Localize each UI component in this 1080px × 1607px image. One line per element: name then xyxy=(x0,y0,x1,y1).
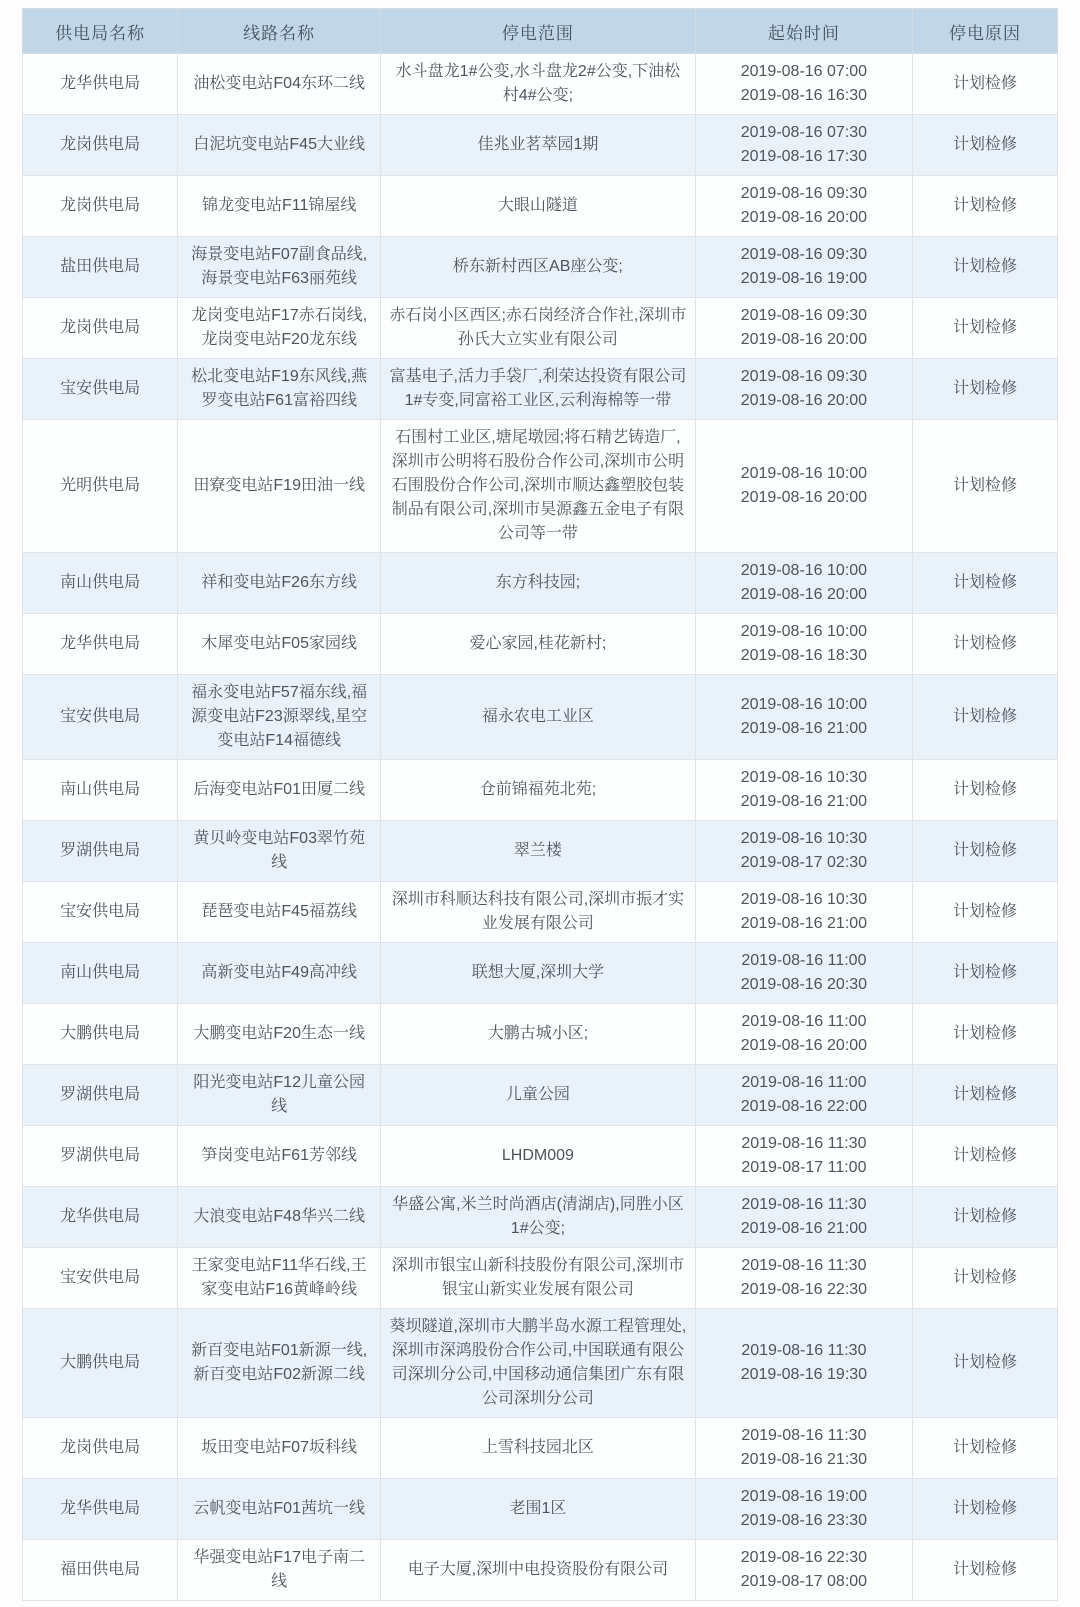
line-cell: 白泥坑变电站F45大业线 xyxy=(178,115,381,176)
start-time: 2019-08-16 11:30 xyxy=(741,1135,867,1152)
start-time: 2019-08-16 10:00 xyxy=(740,623,868,640)
header-start-time: 起始时间 xyxy=(695,9,912,54)
start-time: 2019-08-16 10:30 xyxy=(740,769,868,786)
scope-cell: 桥东新村西区AB座公变; xyxy=(381,237,696,298)
start-time: 2019-08-16 19:00 xyxy=(740,1488,868,1505)
end-time: 2019-08-16 16:30 xyxy=(740,87,868,104)
reason-cell: 计划检修 xyxy=(913,1479,1058,1540)
reason-cell: 计划检修 xyxy=(913,298,1058,359)
end-time: 2019-08-16 17:30 xyxy=(740,148,868,165)
scope-cell: 深圳市科顺达科技有限公司,深圳市振才实业发展有限公司 xyxy=(381,882,696,943)
scope-cell: 仓前锦福苑北苑; xyxy=(381,760,696,821)
time-cell xyxy=(695,1479,912,1540)
outage-table-body xyxy=(23,54,1058,1601)
header-scope: 停电范围 xyxy=(381,9,696,54)
bureau-cell: 罗湖供电局 xyxy=(23,821,178,882)
line-cell: 黄贝岭变电站F03翠竹苑线 xyxy=(178,821,381,882)
line-cell: 油松变电站F04东环二线 xyxy=(178,54,381,115)
time-cell xyxy=(695,115,912,176)
bureau-cell: 南山供电局 xyxy=(23,553,178,614)
time-cell xyxy=(695,760,912,821)
bureau-cell: 南山供电局 xyxy=(23,943,178,1004)
table-row xyxy=(23,420,1058,553)
end-time: 2019-08-16 21:00 xyxy=(740,1220,868,1237)
scope-cell: 赤石岗小区西区;赤石岗经济合作社,深圳市孙氏大立实业有限公司 xyxy=(381,298,696,359)
start-time: 2019-08-16 10:00 xyxy=(740,562,868,579)
time-cell xyxy=(695,553,912,614)
scope-cell: 东方科技园; xyxy=(381,553,696,614)
time-cell xyxy=(695,1418,912,1479)
start-time: 2019-08-16 10:30 xyxy=(740,891,868,908)
bureau-cell: 盐田供电局 xyxy=(23,237,178,298)
time-cell xyxy=(695,675,912,760)
scope-cell: 爱心家园,桂花新村; xyxy=(381,614,696,675)
table-row xyxy=(23,115,1058,176)
line-cell: 田寮变电站F19田油一线 xyxy=(178,420,381,553)
reason-cell: 计划检修 xyxy=(913,176,1058,237)
start-time: 2019-08-16 11:30 xyxy=(741,1427,867,1444)
time-cell xyxy=(695,614,912,675)
bureau-cell: 龙岗供电局 xyxy=(23,115,178,176)
time-cell xyxy=(695,1309,912,1418)
table-row xyxy=(23,298,1058,359)
scope-cell: 福永农电工业区 xyxy=(381,675,696,760)
line-cell: 王家变电站F11华石线,王家变电站F16黄峰岭线 xyxy=(178,1248,381,1309)
scope-cell: 佳兆业茗萃园1期 xyxy=(381,115,696,176)
table-row xyxy=(23,1540,1058,1601)
start-time: 2019-08-16 09:30 xyxy=(740,246,868,263)
scope-cell: 大鹏古城小区; xyxy=(381,1004,696,1065)
outage-table-header xyxy=(23,9,1058,54)
bureau-cell: 罗湖供电局 xyxy=(23,1065,178,1126)
table-row xyxy=(23,553,1058,614)
end-time: 2019-08-17 02:30 xyxy=(740,854,868,871)
time-cell xyxy=(695,176,912,237)
reason-cell: 计划检修 xyxy=(913,359,1058,420)
bureau-cell: 罗湖供电局 xyxy=(23,1126,178,1187)
reason-cell: 计划检修 xyxy=(913,1065,1058,1126)
start-time: 2019-08-16 10:00 xyxy=(740,696,868,713)
start-time: 2019-08-16 11:30 xyxy=(741,1257,867,1274)
line-cell: 坂田变电站F07坂科线 xyxy=(178,1418,381,1479)
scope-cell: 上雪科技园北区 xyxy=(381,1418,696,1479)
end-time: 2019-08-17 08:00 xyxy=(740,1573,868,1590)
end-time: 2019-08-16 20:00 xyxy=(740,209,868,226)
bureau-cell: 龙岗供电局 xyxy=(23,298,178,359)
time-cell xyxy=(695,237,912,298)
reason-cell: 计划检修 xyxy=(913,420,1058,553)
table-row xyxy=(23,1309,1058,1418)
line-cell: 松北变电站F19东风线,燕罗变电站F61富裕四线 xyxy=(178,359,381,420)
start-time: 2019-08-16 10:00 xyxy=(740,465,868,482)
reason-cell: 计划检修 xyxy=(913,1248,1058,1309)
header-reason: 停电原因 xyxy=(913,9,1058,54)
table-row xyxy=(23,943,1058,1004)
start-time: 2019-08-16 11:00 xyxy=(741,1013,867,1030)
scope-cell: 富基电子,活力手袋厂,利荣达投资有限公司1#专变,同富裕工业区,云利海棉等一带 xyxy=(381,359,696,420)
end-time: 2019-08-16 21:00 xyxy=(740,793,868,810)
line-cell: 大浪变电站F48华兴二线 xyxy=(178,1187,381,1248)
scope-cell: 深圳市银宝山新科技股份有限公司,深圳市银宝山新实业发展有限公司 xyxy=(381,1248,696,1309)
line-cell: 新百变电站F01新源一线,新百变电站F02新源二线 xyxy=(178,1309,381,1418)
start-time: 2019-08-16 09:30 xyxy=(740,368,868,385)
line-cell: 海景变电站F07副食品线,海景变电站F63丽苑线 xyxy=(178,237,381,298)
table-row xyxy=(23,359,1058,420)
end-time: 2019-08-16 21:00 xyxy=(740,915,868,932)
bureau-cell: 龙华供电局 xyxy=(23,1479,178,1540)
end-time: 2019-08-16 19:30 xyxy=(740,1366,868,1383)
reason-cell: 计划检修 xyxy=(913,54,1058,115)
reason-cell: 计划检修 xyxy=(913,1309,1058,1418)
bureau-cell: 宝安供电局 xyxy=(23,882,178,943)
time-cell xyxy=(695,1004,912,1065)
start-time: 2019-08-16 09:30 xyxy=(740,307,868,324)
start-time: 2019-08-16 11:00 xyxy=(741,1074,867,1091)
bureau-cell: 龙华供电局 xyxy=(23,54,178,115)
time-cell xyxy=(695,298,912,359)
start-time: 2019-08-16 11:30 xyxy=(741,1196,867,1213)
reason-cell: 计划检修 xyxy=(913,675,1058,760)
line-cell: 阳光变电站F12儿童公园线 xyxy=(178,1065,381,1126)
table-row xyxy=(23,882,1058,943)
reason-cell: 计划检修 xyxy=(913,1004,1058,1065)
start-time: 2019-08-16 07:30 xyxy=(740,124,868,141)
bureau-cell: 宝安供电局 xyxy=(23,1248,178,1309)
end-time: 2019-08-16 22:00 xyxy=(740,1098,868,1115)
bureau-cell: 大鹏供电局 xyxy=(23,1309,178,1418)
end-time: 2019-08-16 20:00 xyxy=(740,586,868,603)
bureau-cell: 光明供电局 xyxy=(23,420,178,553)
table-row xyxy=(23,237,1058,298)
end-time: 2019-08-16 21:00 xyxy=(740,720,868,737)
reason-cell: 计划检修 xyxy=(913,237,1058,298)
table-row xyxy=(23,1418,1058,1479)
reason-cell: 计划检修 xyxy=(913,614,1058,675)
end-time: 2019-08-16 20:00 xyxy=(740,489,868,506)
start-time: 2019-08-16 09:30 xyxy=(740,185,868,202)
end-time: 2019-08-16 20:30 xyxy=(740,976,868,993)
reason-cell: 计划检修 xyxy=(913,1540,1058,1601)
line-cell: 云帆变电站F01茜坑一线 xyxy=(178,1479,381,1540)
table-row xyxy=(23,1187,1058,1248)
line-cell: 祥和变电站F26东方线 xyxy=(178,553,381,614)
bureau-cell: 南山供电局 xyxy=(23,760,178,821)
line-cell: 锦龙变电站F11锦屋线 xyxy=(178,176,381,237)
time-cell xyxy=(695,1540,912,1601)
table-row xyxy=(23,675,1058,760)
reason-cell: 计划检修 xyxy=(913,943,1058,1004)
table-row xyxy=(23,1065,1058,1126)
table-row xyxy=(23,54,1058,115)
scope-cell: 翠兰楼 xyxy=(381,821,696,882)
reason-cell: 计划检修 xyxy=(913,553,1058,614)
bureau-cell: 龙华供电局 xyxy=(23,1187,178,1248)
bureau-cell: 福田供电局 xyxy=(23,1540,178,1601)
bureau-cell: 宝安供电局 xyxy=(23,359,178,420)
end-time: 2019-08-16 22:30 xyxy=(740,1281,868,1298)
line-cell: 后海变电站F01田厦二线 xyxy=(178,760,381,821)
scope-cell: 葵坝隧道,深圳市大鹏半岛水源工程管理处,深圳市深鸿股份合作公司,中国联通有限公司深圳分公司,中国移动通信集团广东有限公司深圳分公司 xyxy=(381,1309,696,1418)
end-time: 2019-08-16 21:30 xyxy=(740,1451,868,1468)
time-cell xyxy=(695,1248,912,1309)
reason-cell: 计划检修 xyxy=(913,1187,1058,1248)
end-time: 2019-08-16 20:00 xyxy=(740,331,868,348)
header-row xyxy=(23,9,1058,54)
time-cell xyxy=(695,882,912,943)
end-time: 2019-08-16 19:00 xyxy=(740,270,868,287)
time-cell xyxy=(695,943,912,1004)
start-time: 2019-08-16 07:00 xyxy=(740,63,868,80)
time-cell xyxy=(695,1065,912,1126)
reason-cell: 计划检修 xyxy=(913,115,1058,176)
table-row xyxy=(23,614,1058,675)
line-cell: 高新变电站F49高冲线 xyxy=(178,943,381,1004)
line-cell: 大鹏变电站F20生态一线 xyxy=(178,1004,381,1065)
start-time: 2019-08-16 22:30 xyxy=(740,1549,868,1566)
header-bureau: 供电局名称 xyxy=(23,9,178,54)
line-cell: 龙岗变电站F17赤石岗线,龙岗变电站F20龙东线 xyxy=(178,298,381,359)
reason-cell: 计划检修 xyxy=(913,1418,1058,1479)
scope-cell: 水斗盘龙1#公变,水斗盘龙2#公变,下油松村4#公变; xyxy=(381,54,696,115)
line-cell: 琵琶变电站F45福荔线 xyxy=(178,882,381,943)
line-cell: 木犀变电站F05家园线 xyxy=(178,614,381,675)
table-row xyxy=(23,176,1058,237)
outage-table xyxy=(22,8,1058,1601)
reason-cell: 计划检修 xyxy=(913,821,1058,882)
scope-cell: 电子大厦,深圳中电投资股份有限公司 xyxy=(381,1540,696,1601)
header-line: 线路名称 xyxy=(178,9,381,54)
line-cell: 福永变电站F57福东线,福源变电站F23源翠线,星空变电站F14福德线 xyxy=(178,675,381,760)
scope-cell: 华盛公寓,米兰时尚酒店(清湖店),同胜小区1#公变; xyxy=(381,1187,696,1248)
reason-cell: 计划检修 xyxy=(913,882,1058,943)
end-time: 2019-08-16 23:30 xyxy=(740,1512,868,1529)
time-cell xyxy=(695,54,912,115)
table-row xyxy=(23,1126,1058,1187)
reason-cell: 计划检修 xyxy=(913,1126,1058,1187)
time-cell xyxy=(695,821,912,882)
end-time: 2019-08-17 11:00 xyxy=(741,1159,867,1176)
bureau-cell: 龙岗供电局 xyxy=(23,1418,178,1479)
end-time: 2019-08-16 18:30 xyxy=(740,647,868,664)
end-time: 2019-08-16 20:00 xyxy=(740,1037,868,1054)
table-row xyxy=(23,760,1058,821)
time-cell xyxy=(695,1187,912,1248)
table-row xyxy=(23,1004,1058,1065)
line-cell: 华强变电站F17电子南二线 xyxy=(178,1540,381,1601)
start-time: 2019-08-16 10:30 xyxy=(740,830,868,847)
bureau-cell: 宝安供电局 xyxy=(23,675,178,760)
reason-cell: 计划检修 xyxy=(913,760,1058,821)
table-row xyxy=(23,1248,1058,1309)
scope-cell: 石围村工业区,塘尾墩园;将石精艺铸造厂,深圳市公明将石股份合作公司,深圳市公明石围股份合作公司,深圳市顺达鑫塑胶包装制品有限公司,深圳市昊源鑫五金电子有限公司等一带 xyxy=(381,420,696,553)
scope-cell: 大眼山隧道 xyxy=(381,176,696,237)
scope-cell: LHDM009 xyxy=(381,1126,696,1187)
scope-cell: 儿童公园 xyxy=(381,1065,696,1126)
scope-cell: 联想大厦,深圳大学 xyxy=(381,943,696,1004)
scope-cell: 老围1区 xyxy=(381,1479,696,1540)
line-cell: 笋岗变电站F61芳邻线 xyxy=(178,1126,381,1187)
table-row xyxy=(23,821,1058,882)
bureau-cell: 龙岗供电局 xyxy=(23,176,178,237)
start-time: 2019-08-16 11:30 xyxy=(741,1342,867,1359)
table-row xyxy=(23,1479,1058,1540)
end-time: 2019-08-16 20:00 xyxy=(740,392,868,409)
time-cell xyxy=(695,1126,912,1187)
start-time: 2019-08-16 11:00 xyxy=(741,952,867,969)
time-cell xyxy=(695,359,912,420)
time-cell xyxy=(695,420,912,553)
bureau-cell: 龙华供电局 xyxy=(23,614,178,675)
bureau-cell: 大鹏供电局 xyxy=(23,1004,178,1065)
